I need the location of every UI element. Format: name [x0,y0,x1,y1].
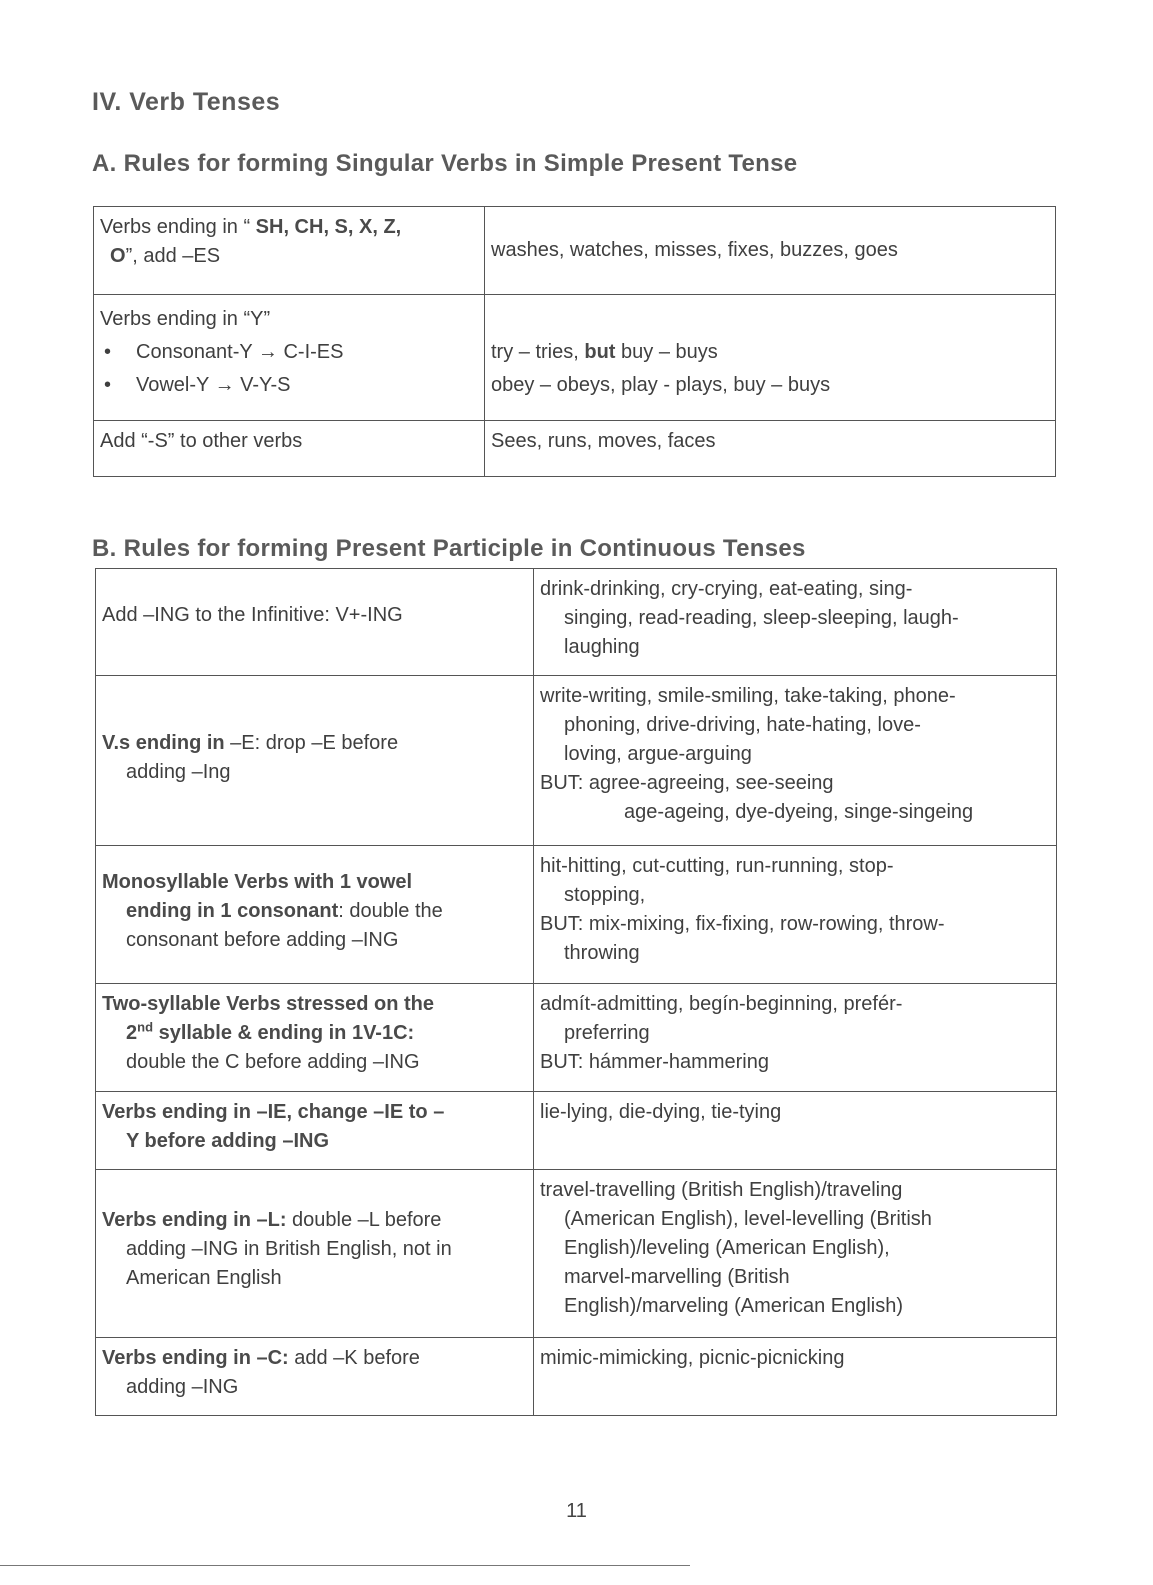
rule-text-bold: O [110,245,126,267]
example-text: Sees, runs, moves, faces [491,430,716,452]
rule-cell [96,1170,534,1338]
example-text: marvel-marvelling (British [564,1266,790,1288]
table-row [96,1170,1057,1338]
example-cell [534,846,1057,984]
rule-cell [96,676,534,846]
bullet-icon: • [104,374,112,396]
section-a-title: A. Rules for forming Singular Verbs in Simple Present Tense [92,150,798,177]
rule-text-bold: Verbs ending in –L: [102,1209,287,1231]
rule-text: Verbs ending in “ [100,216,256,238]
rule-cell [96,569,534,676]
table-row [94,295,1056,421]
page-heading: IV. Verb Tenses [92,88,281,116]
rule-cell [94,295,485,421]
example-text: obey – obeys, play - plays, buy – buys [491,374,831,396]
rule-cell [96,1092,534,1170]
rule-text: double –L before [286,1209,442,1231]
table-row [96,676,1057,846]
bullet-icon: • [104,341,112,363]
rule-text: : double the [338,900,443,922]
rule-text: –E: drop –E before [224,732,399,754]
rule-text-bold: syllable & ending in 1V-1C: [153,1022,415,1044]
table-row [96,846,1057,984]
rule-text: double the C before adding –ING [126,1051,420,1073]
rule-line [102,1206,527,1235]
rule-cell [94,207,485,295]
table-row [96,1338,1057,1416]
example-text: preferring [564,1022,650,1044]
rule-line [102,729,527,758]
example-text: mimic-mimicking, picnic-picnicking [540,1347,845,1369]
example-text: BUT: mix-mixing, fix-fixing, row-rowing, throw- [540,913,945,935]
rule-text-bold: Y before adding –ING [126,1130,329,1152]
table-row [96,569,1057,676]
example-text: English)/marveling (American English) [564,1295,904,1317]
example-text: (American English), level-levelling (British [564,1208,932,1230]
footer-divider [0,1565,690,1566]
example-cell [534,676,1057,846]
example-text: try – tries, [491,341,585,363]
bullet-text: Consonant-Y → C-I-ES [136,341,344,363]
rule-text: adding –ING in British English, not in [126,1238,452,1260]
rule-text-bold: Two-syllable Verbs stressed on the [102,993,434,1015]
example-text: English)/leveling (American English), [564,1237,890,1259]
bullet-text: Vowel-Y → V-Y-S [136,374,291,396]
rule-cell [96,1338,534,1416]
section-b-title: B. Rules for forming Present Participle in Continuous Tenses [92,535,806,562]
table-row [94,207,1056,295]
example-text: buy – buys [615,341,718,363]
bullet-item [100,371,478,400]
table-row [96,984,1057,1092]
rule-cell [96,846,534,984]
example-cell [485,295,1056,421]
rule-text: adding –ING [126,1376,239,1398]
table-row [94,421,1056,477]
example-text: BUT: agree-agreeing, see-seeing [540,772,834,794]
example-text: phoning, drive-driving, hate-hating, love- [564,714,921,736]
example-text: drink-drinking, cry-crying, eat-eating, sing- [540,578,913,600]
example-text: admít-admitting, begín-beginning, prefér- [540,993,903,1015]
example-text: laughing [564,636,640,658]
example-text: hit-hitting, cut-cutting, run-running, stop- [540,855,894,877]
rule-text: adding –Ing [126,761,231,783]
rule-line [100,242,478,271]
rule-line [100,213,478,242]
rule-text-bold: Verbs ending in –IE, change –IE to – [102,1101,445,1123]
rule-text-bold: Verbs ending in –C: [102,1347,289,1369]
rule-cell [96,984,534,1092]
example-text-bold: but [584,341,616,363]
rule-text: Verbs ending in “Y” [100,308,271,330]
example-text: washes, watches, misses, fixes, buzzes, goes [491,239,898,261]
example-cell [485,421,1056,477]
rule-text-bold: V.s ending in [102,732,225,754]
example-text: singing, read-reading, sleep-sleeping, laugh- [564,607,959,629]
example-text: age-ageing, dye-dyeing, singe-singeing [624,801,974,823]
rule-text: American English [126,1267,282,1289]
page-number: 11 [566,1500,587,1522]
example-cell [534,984,1057,1092]
example-cell [534,1170,1057,1338]
example-text: throwing [564,942,640,964]
example-line [491,338,1049,367]
table-row [96,1092,1057,1170]
example-text: stopping, [564,884,646,906]
rule-text: add –K before [288,1347,420,1369]
singular-verbs-table [93,206,1056,477]
rule-text: Add –ING to the Infinitive: V+-ING [102,603,403,626]
rule-text: Add “-S” to other verbs [100,430,303,452]
bullet-item [100,338,478,367]
example-text: lie-lying, die-dying, tie-tying [540,1101,782,1123]
present-participle-table [95,568,1057,1416]
rule-line [102,1019,527,1048]
example-cell [534,1092,1057,1170]
rule-text-bold: SH, CH, S, X, Z, [255,216,402,238]
rule-text-bold: Monosyllable Verbs with 1 vowel [102,871,413,893]
example-cell [485,207,1056,295]
example-cell [534,1338,1057,1416]
rule-text-bold: 2 [126,1022,138,1044]
rule-line [102,897,527,926]
example-text: travel-travelling (British English)/traveling [540,1179,903,1201]
rule-cell [94,421,485,477]
example-text: loving, argue-arguing [564,743,752,765]
rule-text-bold: ending in 1 consonant [126,900,339,922]
rule-line [102,1344,527,1373]
ordinal-suffix: nd [137,1019,154,1035]
example-cell [534,569,1057,676]
example-text: write-writing, smile-smiling, take-taking, phone- [540,685,956,707]
rule-text: consonant before adding –ING [126,929,399,951]
rule-text: ”, add –ES [125,245,221,267]
example-text: BUT: hámmer-hammering [540,1051,769,1073]
